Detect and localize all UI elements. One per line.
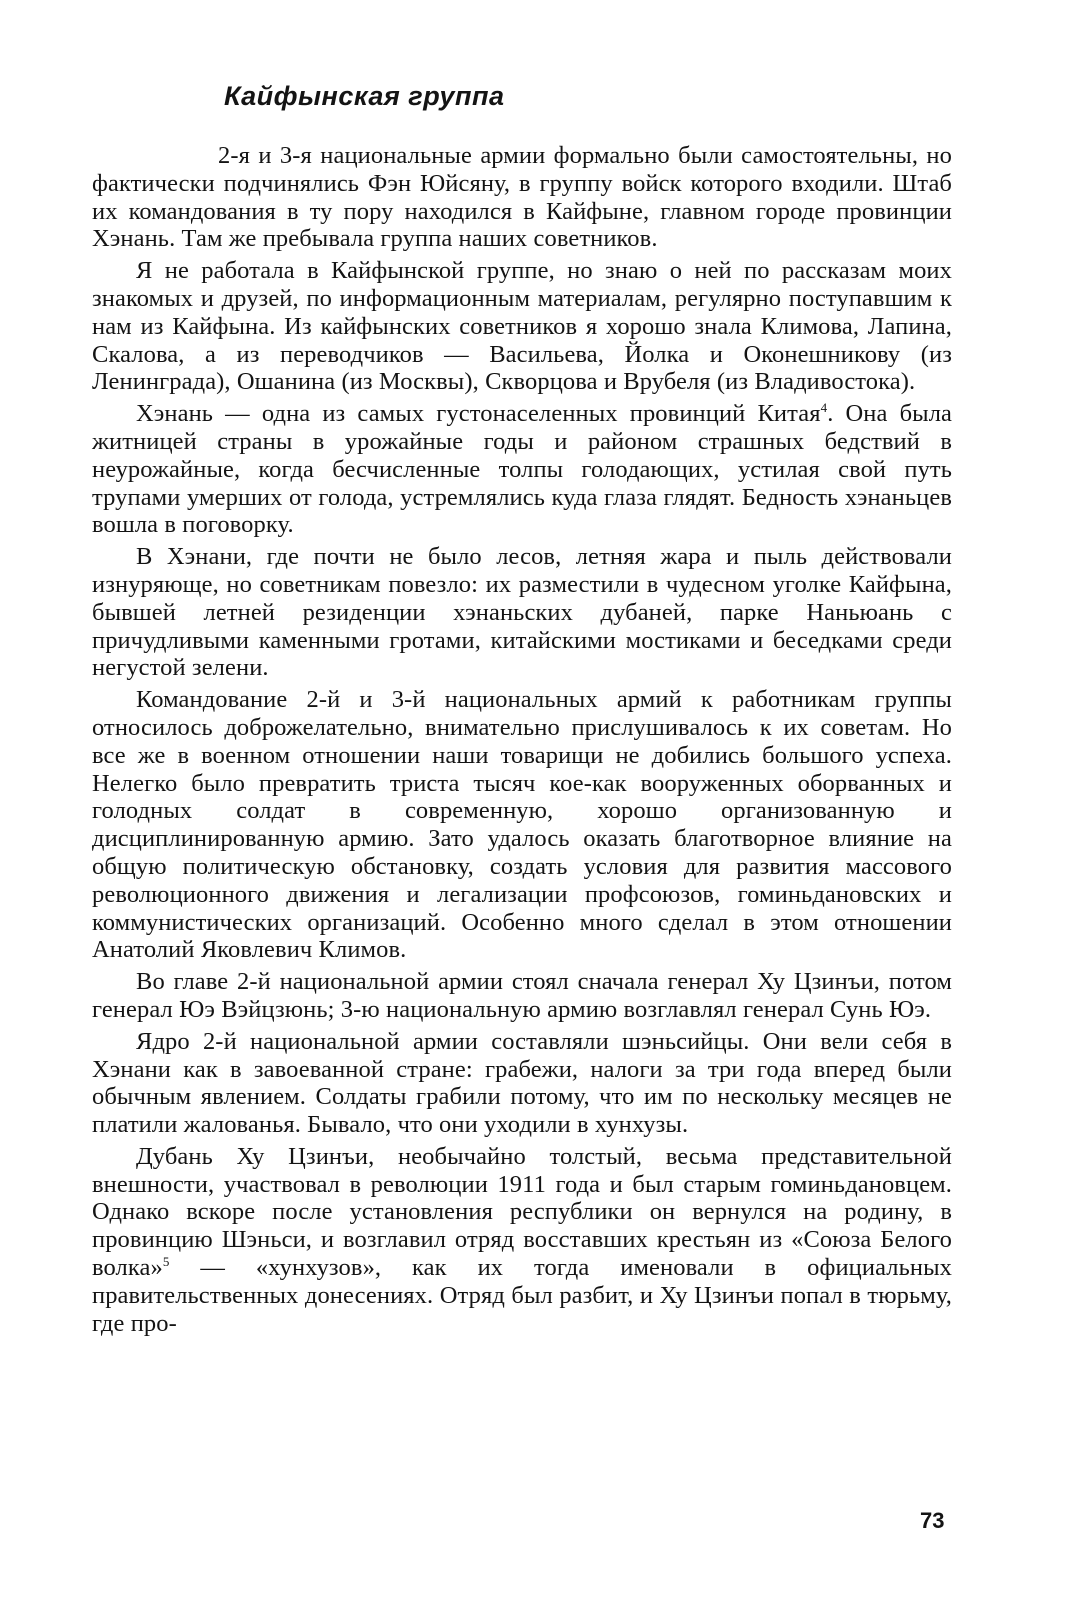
footnote-ref-5: 5 (162, 1253, 170, 1269)
paragraph-8-text: Дубань Ху Цзинъи, необычайно толстый, весьма представительной внешности, участвовал в революции 1911 года и был старым гоминьдановцем. Однако вскоре после установления республики он вернулся на родину, в провинцию Шэньси, и возглавил отряд восставших крестьян из «Союза Белого волка» (92, 1142, 952, 1282)
footnote-ref-4: 4 (820, 400, 828, 416)
paragraph-3 (92, 400, 952, 539)
paragraph-3-text: Хэнань — одна из самых густонаселенных провинций Китая (136, 400, 821, 428)
paragraph-3-rest: . Она была житницей страны в урожайные годы и районом страшных бедствий в неурожайные, когда бесчисленные толпы голодающих, устилая свой путь трупами умерших от голода, устремлялись куда глаза глядят. Бедность хэнаньцев вошла в поговорку. (92, 400, 952, 539)
paragraph-8-rest: — «хунхузов», как их тогда именовали в официальных правительственных донесениях. Отряд был разбит, и Ху Цзинъи попал в тюрьму, где про- (92, 1254, 952, 1337)
section-title: Кайфынская группа (224, 81, 505, 111)
paragraph-5: Командование 2-й и 3-й национальных армий к работникам группы относилось доброжелательно, внимательно прислушивалось к их советам. Но все же в военном отношении наши товарищи не добились большого успеха. Нелегко было превратить триста тысяч кое-как вооруженных оборванных и голодных солдат в современную, хорошо организованную и дисциплинированную армию. Зато удалось оказать благотворное влияние на общую политическую обстановку, создать условия для развития массового революционного движения и легализации профсоюзов, гоминьдановских и коммунистических организаций. Особенно много сделал в этом отношении Анатолий Яковлевич Климов. (92, 686, 952, 964)
paragraph-4: В Хэнани, где почти не было лесов, летняя жара и пыль действовали изнуряюще, но советникам повезло: их разместили в чудесном уголке Кайфына, бывшей летней резиденции хэнаньских дубаней, парке Наньюань с причудливыми каменными гротами, китайскими мостиками и беседками среди негустой зелени. (92, 543, 952, 682)
paragraph-2: Я не работала в Кайфынской группе, но знаю о ней по рассказам моих знакомых и друзей, по информационным материалам, регулярно поступавшим к нам из Кайфына. Из кайфынских советников я хорошо знала Климова, Лапина, Скалова, а из переводчиков — Васильева, Йолка и Оконешникову (из Ленинграда), Ошанина (из Москвы), Скворцова и Врубеля (из Владивостока). (92, 257, 952, 396)
page-content (92, 80, 952, 1341)
page-number: 73 (920, 1508, 945, 1533)
paragraph-8 (92, 1143, 952, 1338)
paragraph-1: 2-я и 3-я национальные армии формально были самостоятельны, но фактически подчинялись Фэн Юйсяну, в группу войск которого входили. Штаб их командования в ту пору находился в Кайфыне, главном городе провинции Хэнань. Там же пребывала группа наших советников. (92, 142, 952, 253)
paragraph-6: Во главе 2-й национальной армии стоял сначала генерал Ху Цзинъи, потом генерал Юэ Вэйцзюнь; 3-ю национальную армию возглавлял генерал Сунь Юэ. (92, 968, 952, 1023)
paragraph-7: Ядро 2-й национальной армии составляли шэньсийцы. Они вели себя в Хэнани как в завоеванной стране: грабежи, налоги за три года вперед были обычным явлением. Солдаты грабили потому, что им по нескольку месяцев не платили жалованья. Бывало, что они уходили в хунхузы. (92, 1027, 952, 1139)
